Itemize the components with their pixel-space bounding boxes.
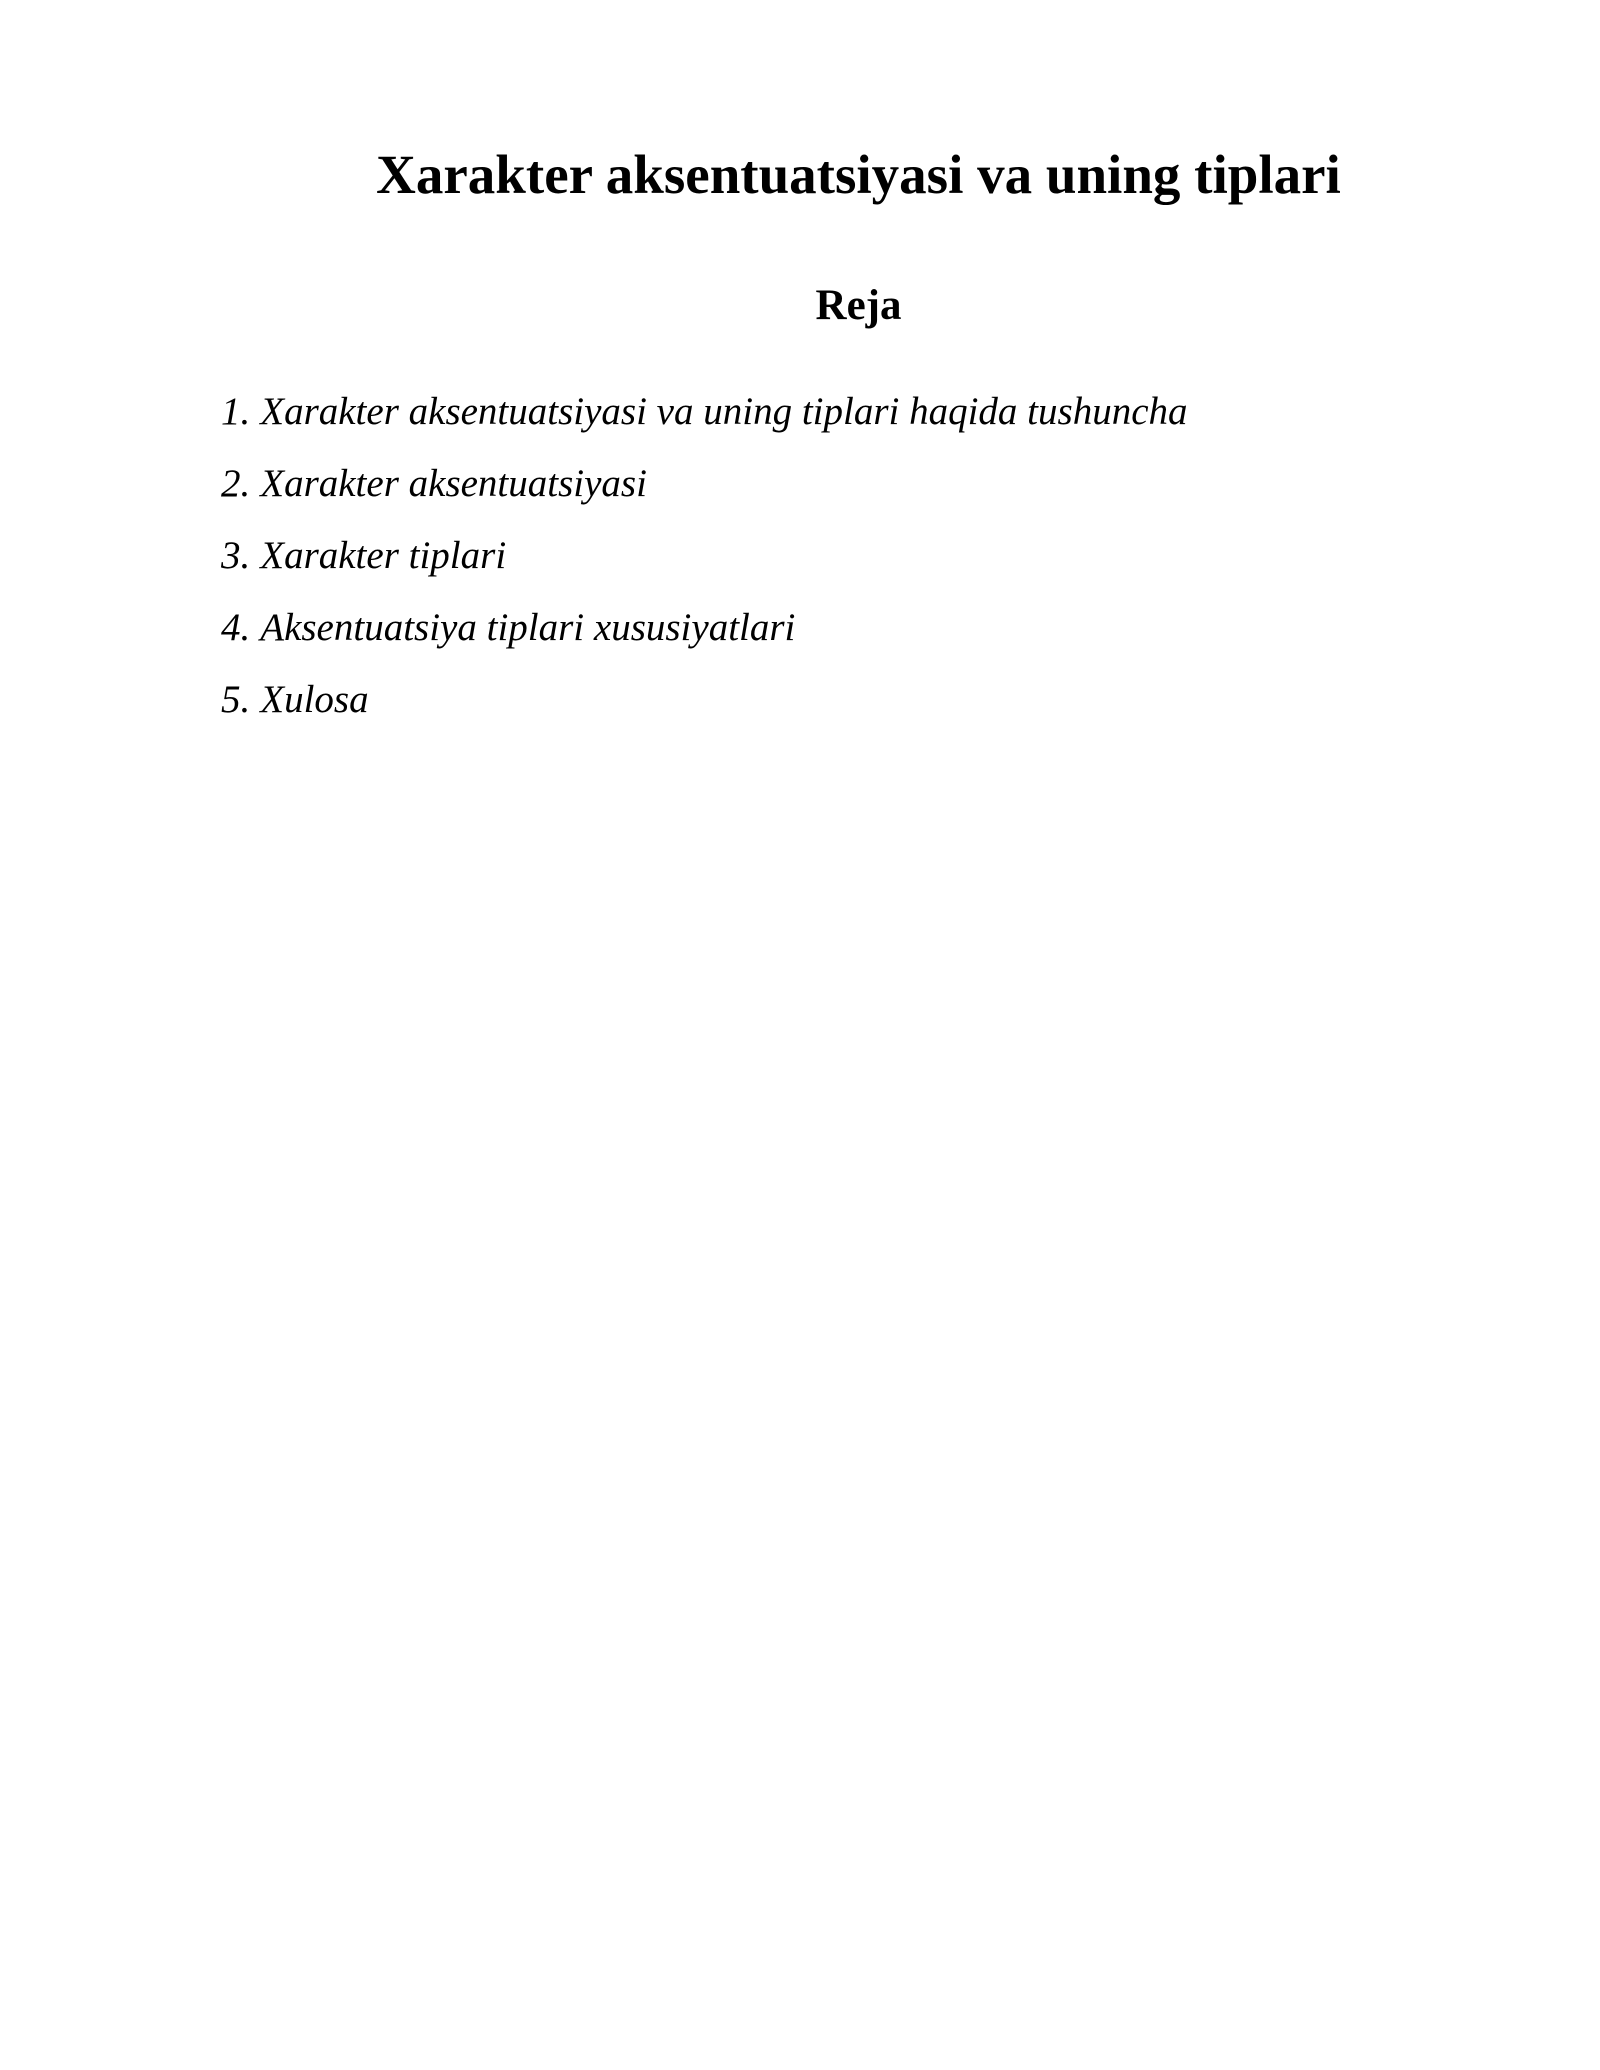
plan-item-text: Aksentuatsiya tiplari xususiyatlari: [260, 606, 796, 649]
plan-item: [221, 678, 1188, 750]
plan-item-text: Xarakter tiplari: [260, 534, 507, 577]
plan-item-text: Xarakter aksentuatsiyasi va uning tiplari haqida tushuncha: [260, 390, 1188, 433]
plan-item: [221, 462, 1188, 534]
plan-item: [221, 534, 1188, 606]
plan-item-number: 3.: [221, 534, 251, 577]
plan-item-number: 5.: [221, 678, 251, 721]
plan-item: [221, 390, 1188, 462]
document-title: Xarakter aksentuatsiyasi va uning tiplari: [376, 144, 1341, 205]
plan-item-number: 1.: [221, 390, 251, 433]
plan-heading: Reja: [815, 282, 902, 329]
plan-item-text: Xarakter aksentuatsiyasi: [260, 462, 647, 505]
plan-item-number: 2.: [221, 462, 251, 505]
plan-item-text: Xulosa: [260, 678, 369, 721]
plan-item-number: 4.: [221, 606, 251, 649]
plan-item: [221, 606, 1188, 678]
plan-list: [221, 390, 1188, 750]
